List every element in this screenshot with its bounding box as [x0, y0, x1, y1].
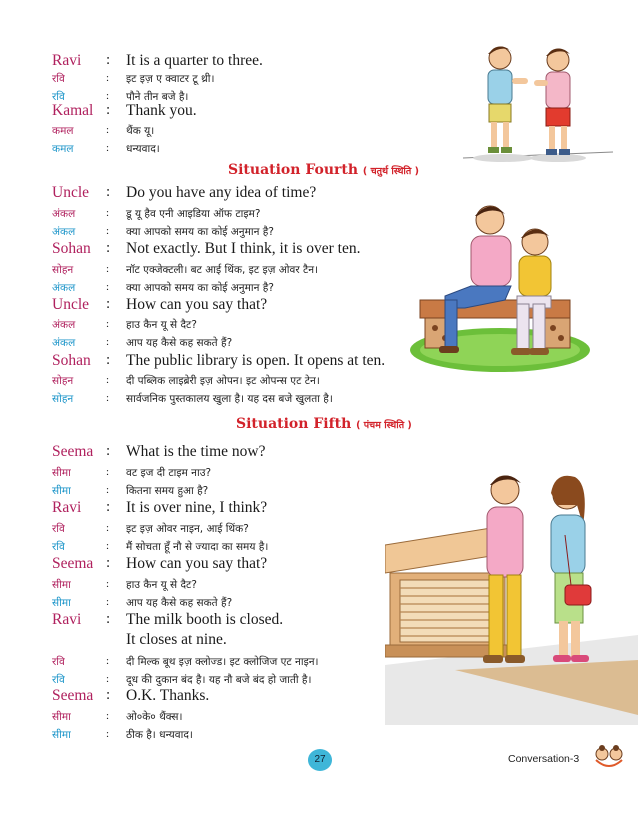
dialogue-text: सार्वजनिक पुस्तकालय खुला है। यह दस बजे खुलता है।	[126, 393, 333, 405]
speaker-name: सोहन	[52, 264, 74, 276]
dialogue-line	[0, 687, 420, 709]
situation-fourth-title: Situation Fourth	[228, 162, 359, 178]
dialogue-text: हाउ कैन यू से दैट?	[126, 579, 197, 591]
dialogue-text: आप यह कैसे कह सकते हैं?	[126, 337, 233, 349]
dialogue-line	[0, 443, 420, 465]
speaker-name: अंकल	[52, 282, 76, 294]
dialogue-text: क्या आपको समय का कोई अनुमान है?	[126, 282, 274, 294]
dialogue-line	[0, 728, 420, 750]
speaker-name: Uncle	[52, 296, 90, 313]
separator-colon: :	[106, 352, 111, 368]
speaker-name: Uncle	[52, 184, 90, 201]
separator-colon: :	[106, 336, 110, 348]
dialogue-line	[0, 240, 420, 262]
dialogue-text: What is the time now?	[126, 443, 266, 460]
speaker-name: Sohan	[52, 240, 91, 257]
dialogue-line	[0, 392, 420, 414]
dialogue-text: It is a quarter to three.	[126, 52, 263, 69]
separator-colon: :	[106, 466, 110, 478]
dialogue-text: कितना समय हुआ है?	[126, 485, 209, 497]
separator-colon: :	[106, 102, 111, 118]
speaker-name: रवि	[52, 91, 65, 103]
separator-colon: :	[106, 296, 111, 312]
speaker-name: रवि	[52, 674, 65, 686]
speaker-name: Seema	[52, 443, 94, 460]
dialogue-text: The milk booth is closed.	[126, 611, 284, 628]
kids-mascot-icon	[592, 742, 626, 772]
dialogue-text: आप यह कैसे कह सकते हैं?	[126, 597, 233, 609]
speaker-name: Ravi	[52, 611, 82, 628]
separator-colon: :	[106, 655, 110, 667]
speaker-name: Ravi	[52, 52, 82, 69]
speaker-name: Sohan	[52, 352, 91, 369]
dialogue-text: ओ०के० थैंक्स।	[126, 711, 183, 723]
speaker-name: सीमा	[52, 579, 71, 591]
speaker-name: Seema	[52, 687, 94, 704]
separator-colon: :	[106, 374, 110, 386]
speaker-name: Kamal	[52, 102, 94, 119]
separator-colon: :	[106, 443, 111, 459]
speaker-name: अंकल	[52, 208, 76, 220]
dialogue-text: Thank you.	[126, 102, 197, 119]
situation-fifth-heading	[236, 416, 412, 432]
dialogue-line	[0, 352, 420, 374]
two-boys-illustration	[458, 40, 618, 165]
speaker-name: सीमा	[52, 467, 71, 479]
speaker-name: कमल	[52, 125, 74, 137]
separator-colon: :	[106, 281, 110, 293]
separator-colon: :	[106, 240, 111, 256]
dialogue-text: इट इज़ ओवर नाइन, आई थिंक?	[126, 523, 249, 535]
speaker-name: अंकल	[52, 337, 76, 349]
speaker-name: रवि	[52, 656, 65, 668]
separator-colon: :	[106, 207, 110, 219]
page-number-badge: 27	[308, 749, 332, 771]
dialogue-text: The public library is open. It opens at ten.	[126, 352, 386, 369]
speaker-name: रवि	[52, 523, 65, 535]
separator-colon: :	[106, 225, 110, 237]
separator-colon: :	[106, 263, 110, 275]
separator-colon: :	[106, 318, 110, 330]
separator-colon: :	[106, 392, 110, 404]
dialogue-line	[0, 142, 420, 164]
speaker-name: सीमा	[52, 485, 71, 497]
dialogue-text: O.K. Thanks.	[126, 687, 210, 704]
separator-colon: :	[106, 710, 110, 722]
separator-colon: :	[106, 52, 111, 68]
dialogue-line	[0, 102, 420, 124]
dialogue-text: हाउ कैन यू से दैट?	[126, 319, 197, 331]
dialogue-line	[0, 631, 420, 653]
separator-colon: :	[106, 540, 110, 552]
speaker-name: अंकल	[52, 226, 76, 238]
dialogue-line	[0, 555, 420, 577]
separator-colon: :	[106, 611, 111, 627]
dialogue-text: दूध की दुकान बंद है। यह नौ बजे बंद हो जाती है।	[126, 674, 312, 686]
separator-colon: :	[106, 578, 110, 590]
dialogue-text: पौने तीन बजे है।	[126, 91, 189, 103]
separator-colon: :	[106, 90, 110, 102]
dialogue-text: Not exactly. But I think, it is over ten.	[126, 240, 361, 257]
separator-colon: :	[106, 555, 111, 571]
speaker-name: रवि	[52, 541, 65, 553]
dialogue-text: It is over nine, I think?	[126, 499, 268, 516]
speaker-name: सीमा	[52, 711, 71, 723]
dialogue-text: डू यू हैव एनी आइडिया ऑफ टाइम?	[126, 208, 261, 220]
section-label: Conversation-3	[508, 753, 580, 765]
dialogue-line	[0, 499, 420, 521]
dialogue-line	[0, 296, 420, 318]
separator-colon: :	[106, 124, 110, 136]
dialogue-text: Do you have any idea of time?	[126, 184, 317, 201]
speaker-name: कमल	[52, 143, 74, 155]
separator-colon: :	[106, 673, 110, 685]
separator-colon: :	[106, 499, 111, 515]
speaker-name: सीमा	[52, 729, 71, 741]
situation-fifth-title-hindi: ( पंचम स्थिति )	[356, 420, 412, 431]
dialogue-text: मैं सोचता हूँ नौ से ज्यादा का समय है।	[126, 541, 269, 553]
milk-booth-illustration	[385, 465, 638, 725]
situation-fourth-heading	[228, 162, 419, 178]
separator-colon: :	[106, 687, 111, 703]
dialogue-line	[0, 52, 420, 74]
dialogue-text: थैंक यू।	[126, 125, 155, 137]
speaker-name: सीमा	[52, 597, 71, 609]
dialogue-text: क्या आपको समय का कोई अनुमान है?	[126, 226, 274, 238]
speaker-name: Ravi	[52, 499, 82, 516]
speaker-name: सोहन	[52, 393, 74, 405]
dialogue-text: How can you say that?	[126, 296, 268, 313]
dialogue-text: दी मिल्क बूथ इज़ क्लोज्ड। इट क्लोजिज एट नाइन।	[126, 656, 319, 668]
dialogue-text: How can you say that?	[126, 555, 268, 572]
dialogue-text: धन्यवाद।	[126, 143, 160, 155]
speaker-name: सोहन	[52, 375, 74, 387]
separator-colon: :	[106, 184, 111, 200]
speaker-name: अंकल	[52, 319, 76, 331]
speaker-name: Seema	[52, 555, 94, 572]
dialogue-line	[0, 184, 420, 206]
dialogue-text: इट इज़ ए क्वाटर टू थ्री।	[126, 73, 215, 85]
dialogue-text: नॉट एक्जेक्टली। बट आई थिंक, इट इज़ ओवर टैन।	[126, 264, 319, 276]
dialogue-text: वट इज दी टाइम नाउ?	[126, 467, 212, 479]
separator-colon: :	[106, 72, 110, 84]
separator-colon: :	[106, 142, 110, 154]
separator-colon: :	[106, 728, 110, 740]
situation-fourth-title-hindi: ( चतुर्थ स्थिति )	[362, 166, 419, 177]
dialogue-line	[0, 611, 420, 633]
situation-fifth-title: Situation Fifth	[236, 416, 352, 432]
dialogue-text: ठीक है। धन्यवाद।	[126, 729, 193, 741]
dialogue-text: दी पब्लिक लाइब्रेरी इज़ ओपन। इट ओपन्स एट टेन।	[126, 375, 320, 387]
speaker-name: रवि	[52, 73, 65, 85]
separator-colon: :	[106, 596, 110, 608]
separator-colon: :	[106, 522, 110, 534]
bench-illustration	[405, 200, 595, 380]
dialogue-text: It closes at nine.	[126, 631, 227, 648]
separator-colon: :	[106, 484, 110, 496]
